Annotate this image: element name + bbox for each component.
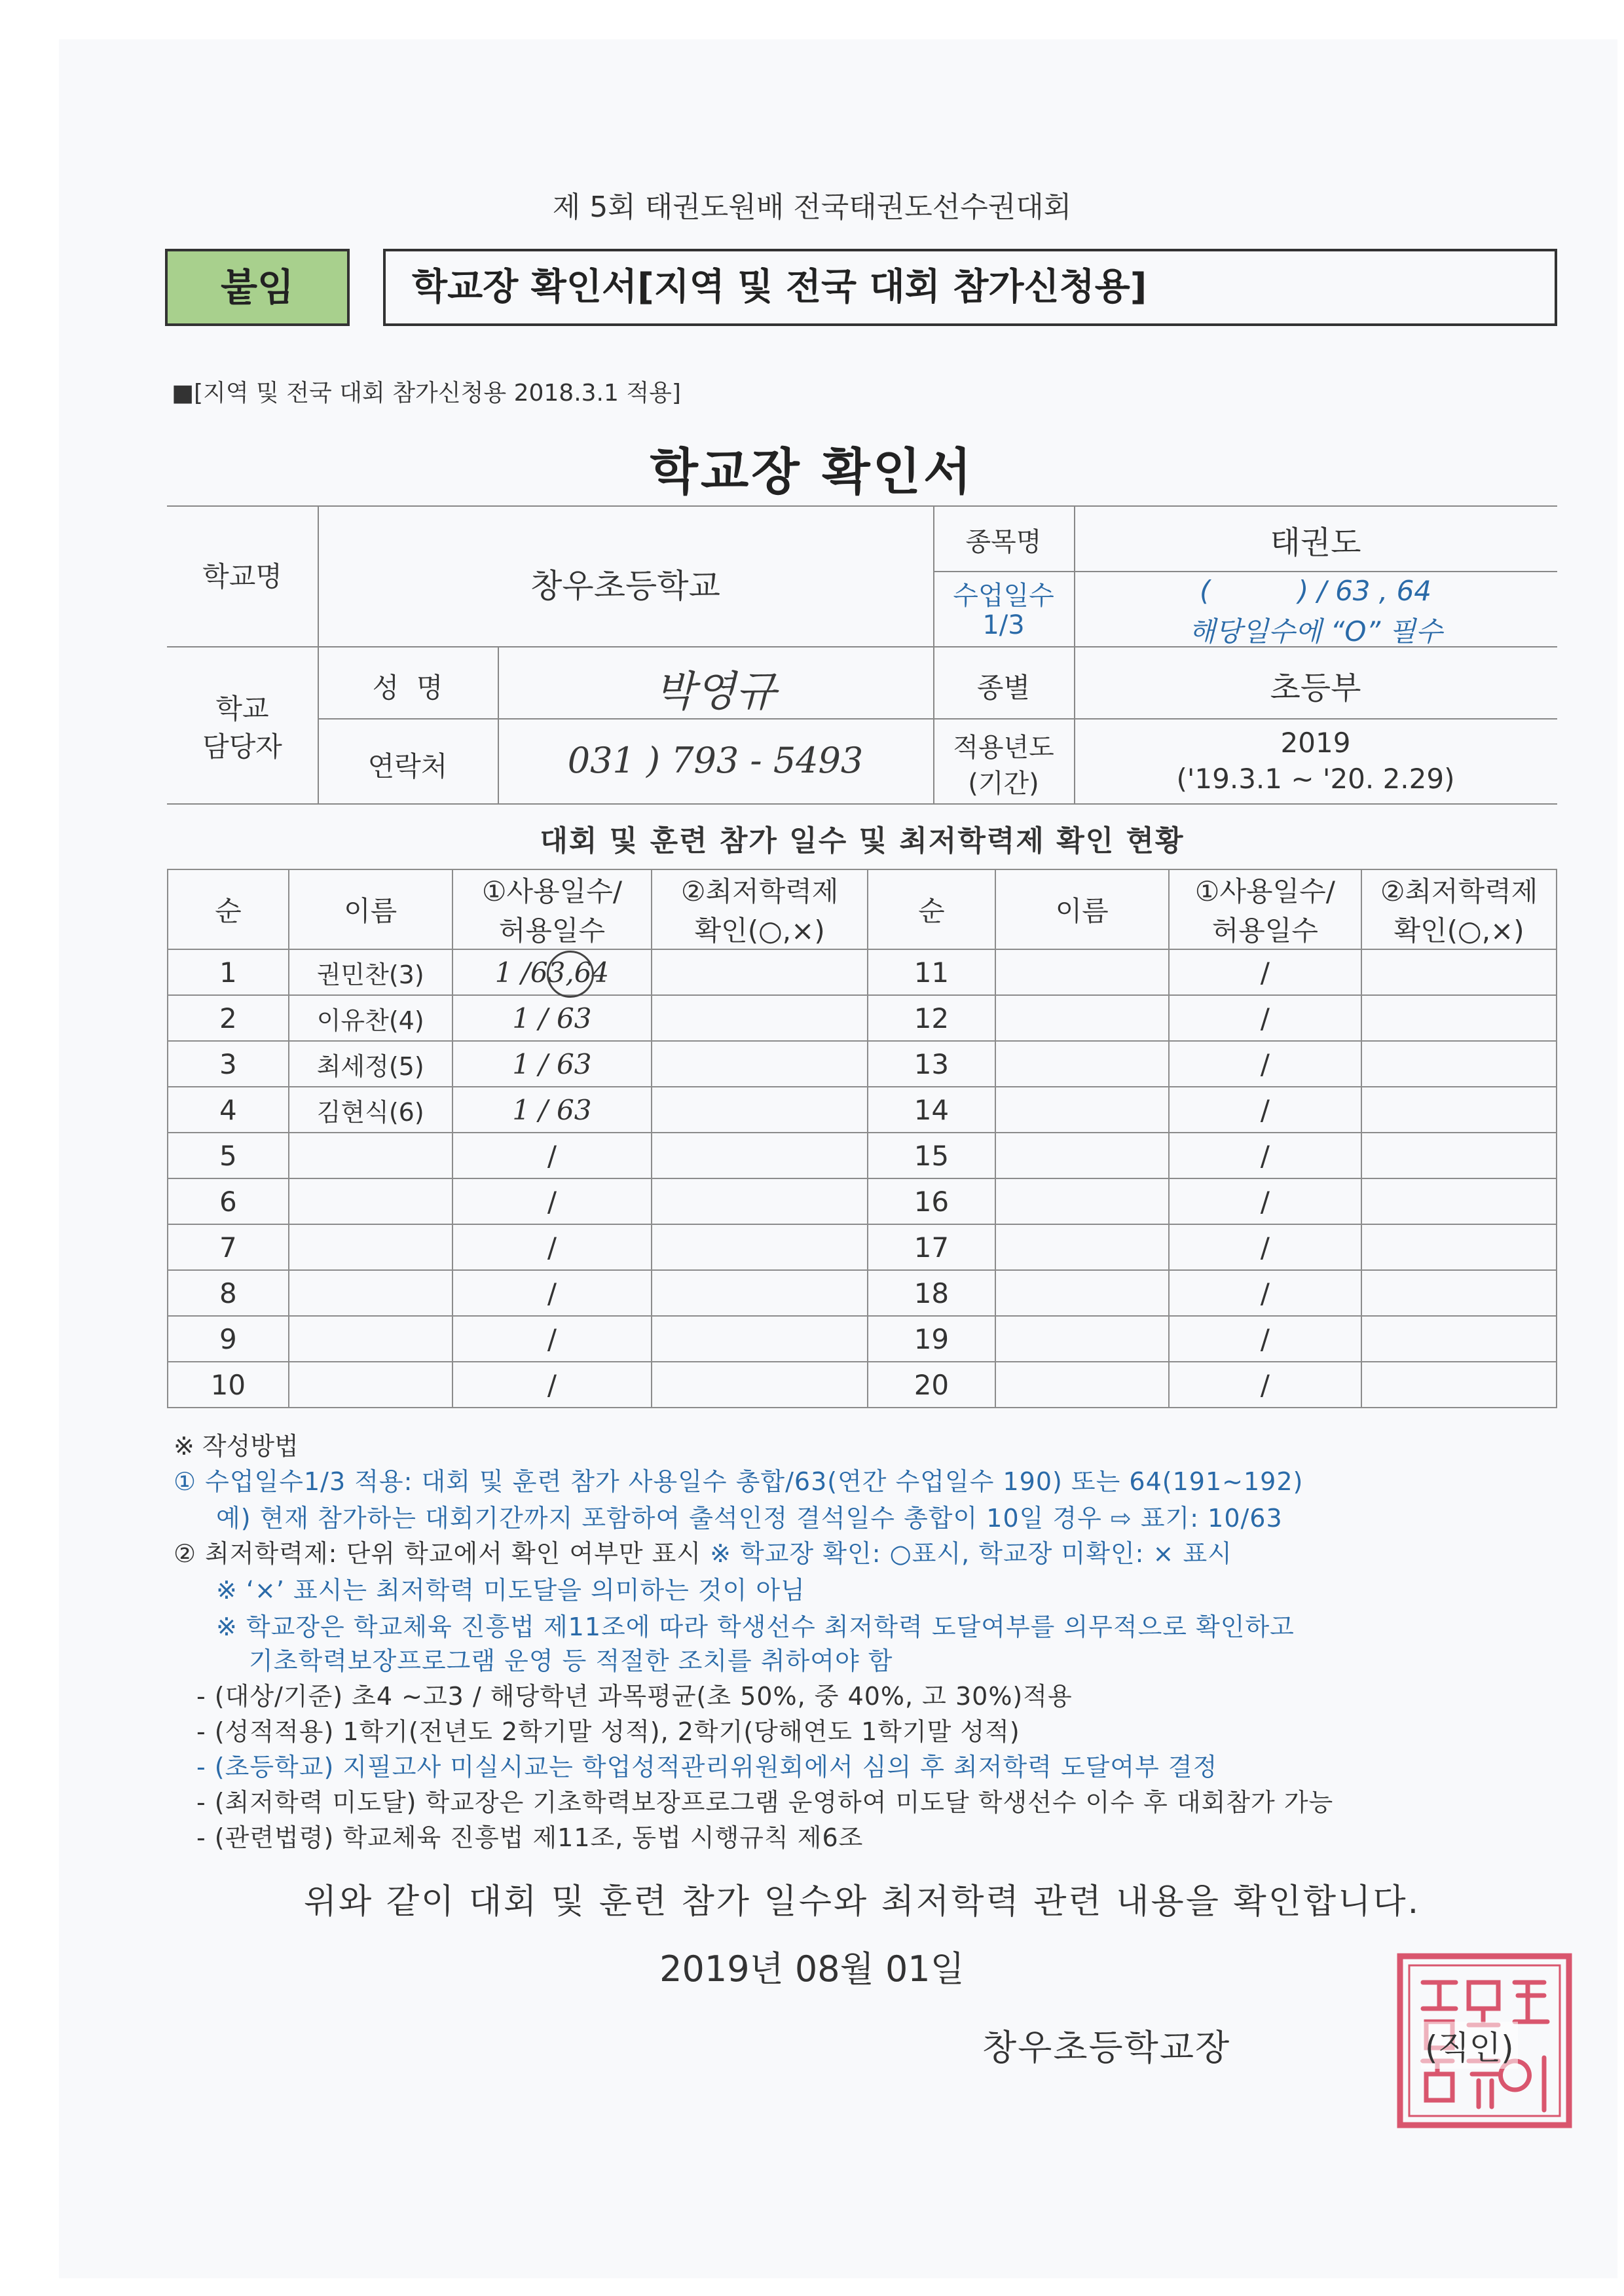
row-name — [289, 1133, 452, 1178]
header-no-right: 순 — [868, 869, 995, 949]
division-label: 종별 — [976, 672, 1031, 704]
sport-value: 태권도 — [1270, 524, 1361, 561]
note-4a: ※ 학교장은 학교체육 진흥법 제11조에 따라 학생선수 최저학력 도달여부를 의무적으로 확인하고 — [216, 1613, 1295, 1641]
row-min — [652, 995, 868, 1041]
table-row — [168, 1270, 1557, 1316]
row-name — [289, 1316, 452, 1362]
header-days-right-line-2: 허용일수 — [1211, 915, 1318, 947]
row-no: 15 — [868, 1133, 995, 1178]
row-no: 12 — [868, 995, 995, 1041]
row-name — [995, 1087, 1169, 1133]
row-name — [995, 1178, 1169, 1224]
row-min — [1361, 995, 1557, 1041]
class-days-note: 해당일수에 “O” 필수 — [1189, 615, 1443, 647]
row-name — [289, 1270, 452, 1316]
row-min — [1361, 1224, 1557, 1270]
table-row — [168, 949, 1557, 995]
confirm-sentence: 위와 같이 대회 및 훈련 참가 일수와 최저학력 관련 내용을 확인합니다. — [303, 1882, 1421, 1922]
application-note: ■[지역 및 전국 대회 참가신청용 2018.3.1 적용] — [172, 380, 681, 407]
year-label-2: (기간) — [968, 769, 1039, 799]
row-days: 1 / 63 — [452, 1087, 652, 1133]
table-row — [168, 1316, 1557, 1362]
row-no: 10 — [168, 1362, 289, 1408]
note-3: ※ ‘×’ 표시는 최저학력 미도달을 의미하는 것이 아님 — [216, 1576, 805, 1605]
header-days — [452, 869, 652, 949]
contact-label: 연락처 — [367, 750, 448, 782]
class-days-value: ( ) / 63 , 64 — [1199, 575, 1432, 607]
year-label-1: 적용년도 — [953, 733, 1054, 763]
contact-value: 031 ) 793 - 5493 — [567, 740, 864, 781]
table-header-row — [168, 869, 1557, 949]
header-days-right-line-1: ①사용일수/ — [1194, 875, 1335, 907]
division-value: 초등부 — [1270, 670, 1361, 706]
row-name: 김현식(6) — [289, 1087, 452, 1133]
row-min — [1361, 1362, 1557, 1408]
row-min — [652, 1362, 868, 1408]
row-days: / — [452, 1224, 652, 1270]
row-days: / — [1169, 1316, 1362, 1362]
row-min — [652, 949, 868, 995]
row-name — [995, 1133, 1169, 1178]
header-min-right-line-1: ②최저학력제 — [1380, 875, 1538, 907]
row-name — [995, 1270, 1169, 1316]
table-row — [168, 1224, 1557, 1270]
table-row — [168, 1087, 1557, 1133]
header-no: 순 — [168, 869, 289, 949]
row-no: 18 — [868, 1270, 995, 1316]
row-days: / — [1169, 1178, 1362, 1224]
row-name: 권민찬(3) — [289, 949, 452, 995]
row-min — [1361, 1316, 1557, 1362]
school-name-value: 창우초등학교 — [530, 567, 720, 605]
row-min — [652, 1224, 868, 1270]
note-2 — [174, 1533, 1232, 1569]
class-days-label-1: 수업일수 — [953, 581, 1054, 611]
row-days: / — [452, 1316, 652, 1362]
row-no: 9 — [168, 1316, 289, 1362]
header-min-line-2: 확인(○,×) — [694, 915, 825, 947]
header-name-right: 이름 — [995, 869, 1169, 949]
row-days: / — [452, 1178, 652, 1224]
row-no: 6 — [168, 1178, 289, 1224]
row-min — [652, 1316, 868, 1362]
header-min — [652, 869, 868, 949]
status-table — [167, 869, 1557, 1408]
row-no: 2 — [168, 995, 289, 1041]
row-no: 5 — [168, 1133, 289, 1178]
manager-label-1: 학교 — [215, 693, 269, 725]
row-min — [1361, 1041, 1557, 1087]
row-no: 4 — [168, 1087, 289, 1133]
row-days: / — [452, 1133, 652, 1178]
name-value: 박영규 — [654, 668, 777, 716]
header-min-line-1: ②최저학력제 — [680, 875, 839, 907]
row-name — [289, 1178, 452, 1224]
header-days-right — [1169, 869, 1362, 949]
row-days: / — [452, 1362, 652, 1408]
circle-mark-icon — [547, 951, 594, 998]
row-min — [652, 1133, 868, 1178]
row-days: / — [1169, 1270, 1362, 1316]
status-title: 대회 및 훈련 참가 일수 및 최저학력제 확인 현황 — [540, 824, 1185, 858]
row-min — [1361, 1270, 1557, 1316]
manager-label-2: 담당자 — [202, 731, 282, 763]
row-name — [995, 949, 1169, 995]
header-min-right — [1361, 869, 1557, 949]
row-min — [1361, 949, 1557, 995]
row-min — [652, 1087, 868, 1133]
row-no: 1 — [168, 949, 289, 995]
row-name — [289, 1362, 452, 1408]
table-row — [168, 1041, 1557, 1087]
row-days: / — [452, 1270, 652, 1316]
row-min — [652, 1178, 868, 1224]
form-title-box: 학교장 확인서[지역 및 전국 대회 참가신청용] — [383, 249, 1557, 326]
table-row — [168, 995, 1557, 1041]
school-name-label: 학교명 — [202, 560, 282, 592]
notes-heading: ※ 작성방법 — [174, 1432, 299, 1461]
note-1b: 예) 현재 참가하는 대회기간까지 포함하여 출석인정 결석일수 총합이 10일 경우 ⇨ 표기: 10/63 — [216, 1504, 1283, 1533]
row-days: 1 /63,64 — [452, 949, 652, 995]
header-days-line-1: ①사용일수/ — [481, 875, 622, 907]
row-no: 11 — [868, 949, 995, 995]
row-name — [995, 1224, 1169, 1270]
note-detail-5: - (관련법령) 학교체육 진흥법 제11조, 동법 시행규칙 제6조 — [196, 1823, 864, 1852]
row-days: 1 / 63 — [452, 995, 652, 1041]
row-name — [995, 1316, 1169, 1362]
note-detail-4: - (최저학력 미도달) 학교장은 기초학력보장프로그램 운영하여 미도달 학생선수 이수 후 대회참가 가능 — [196, 1788, 1334, 1817]
row-min — [1361, 1133, 1557, 1178]
row-no: 3 — [168, 1041, 289, 1087]
name-label: 성 명 — [372, 672, 443, 704]
sport-label: 종목명 — [965, 527, 1042, 557]
note-4b: 기초학력보장프로그램 운영 등 적절한 조치를 취하여야 함 — [249, 1647, 893, 1675]
header-name: 이름 — [289, 869, 452, 949]
row-no: 19 — [868, 1316, 995, 1362]
signature-date: 2019년 08월 01일 — [659, 1948, 965, 1990]
header-min-right-line-2: 확인(○,×) — [1393, 915, 1524, 947]
header-days-line-2: 허용일수 — [498, 915, 606, 947]
row-min — [1361, 1087, 1557, 1133]
row-days: / — [1169, 1224, 1362, 1270]
row-no: 16 — [868, 1178, 995, 1224]
row-days: / — [1169, 995, 1362, 1041]
row-no: 7 — [168, 1224, 289, 1270]
row-name — [995, 1041, 1169, 1087]
row-no: 17 — [868, 1224, 995, 1270]
note-detail-2: - (성적적용) 1학기(전년도 2학기말 성적), 2학기(당해연도 1학기말 성적) — [196, 1717, 1020, 1746]
row-min — [1361, 1178, 1557, 1224]
row-days: / — [1169, 1041, 1362, 1087]
period-value: ('19.3.1 ~ '20. 2.29) — [1176, 763, 1455, 795]
note-detail-1: - (대상/기준) 초4 ~고3 / 해당학년 과목평균(초 50%, 중 40%, 고 30%)적용 — [196, 1682, 1073, 1711]
row-days: 1 / 63 — [452, 1041, 652, 1087]
note-detail-3: - (초등학교) 지필고사 미실시교는 학업성적관리위원회에서 심의 후 최저학력 도달여부 결정 — [196, 1753, 1218, 1781]
row-no: 8 — [168, 1270, 289, 1316]
principal-name: 창우초등학교장 — [982, 2027, 1231, 2068]
row-name — [995, 995, 1169, 1041]
document-title: 학교장 확인서 — [650, 443, 974, 501]
row-name — [995, 1362, 1169, 1408]
row-days: / — [1169, 1133, 1362, 1178]
seal-label: (직인) — [1421, 2022, 1518, 2069]
row-days: / — [1169, 1362, 1362, 1408]
row-name: 최세정(5) — [289, 1041, 452, 1087]
note-2b: ※ 학교장 확인: ○표시, 학교장 미확인: × 표시 — [701, 1539, 1232, 1568]
row-days: / — [1169, 1087, 1362, 1133]
attachment-label: 붙임 — [165, 249, 350, 326]
table-row — [168, 1362, 1557, 1408]
row-no: 20 — [868, 1362, 995, 1408]
year-value: 2019 — [1280, 727, 1351, 759]
event-title: 제 5회 태권도원배 전국태권도선수권대회 — [552, 191, 1072, 224]
row-days: / — [1169, 949, 1362, 995]
table-row — [168, 1133, 1557, 1178]
table-row — [168, 1178, 1557, 1224]
row-no: 14 — [868, 1087, 995, 1133]
row-min — [652, 1270, 868, 1316]
class-days-label-2: 1/3 — [982, 610, 1025, 640]
row-name — [289, 1224, 452, 1270]
note-2a: ② 최저학력제: 단위 학교에서 확인 여부만 표시 — [174, 1539, 702, 1568]
row-no: 13 — [868, 1041, 995, 1087]
row-name: 이유찬(4) — [289, 995, 452, 1041]
note-1a: ① 수업일수1/3 적용: 대회 및 훈련 참가 사용일수 총합/63(연간 수업일수 190) 또는 64(191~192) — [174, 1467, 1304, 1496]
row-min — [652, 1041, 868, 1087]
